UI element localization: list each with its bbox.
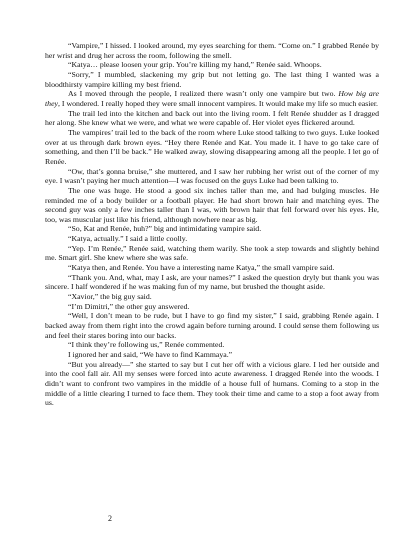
paragraph-text: “Katya, actually.” I said a little coolly.	[68, 234, 188, 244]
paragraph	[45, 302, 379, 312]
page-number: 2	[108, 514, 112, 523]
paragraph-text: As I moved through the people, I realized there wasn’t only one vampire but two.	[68, 89, 339, 99]
paragraph	[45, 89, 379, 108]
paragraph-text: “Well, I don’t mean to be rude, but I have to go find my sister,” I said, grabbing Renée again. I backed away from them right into the crowd again before turning around. I could sense them following us and feel their stares boring into our backs.	[45, 311, 379, 340]
paragraph	[45, 340, 379, 350]
paragraph-text: “Sorry,” I mumbled, slackening my grip but not letting go. The last thing I wanted was a bloodthirsty vampire killing my best friend.	[45, 69, 379, 89]
paragraph-text: I ignored her and said, “We have to find Kammaya.”	[68, 350, 233, 359]
paragraph	[45, 244, 379, 263]
paragraph	[45, 263, 379, 273]
paragraph	[45, 350, 379, 360]
paragraph-text: “Vampire,” I hissed. I looked around, my eyes searching for them. “Come on.” I grabbed Renée by her wrist and drug her across the room, following the smell.	[45, 41, 379, 60]
paragraph	[45, 273, 379, 292]
paragraph-text: “Xavior,” the big guy said.	[68, 292, 152, 302]
paragraph-text: “Katya… please loosen your grip. You’re killing my hand,” Renée said. Whoops.	[68, 60, 322, 70]
paragraph	[45, 234, 379, 244]
paragraph-text: “Yep. I’m Renée,” Renée said, watching them warily. She took a step towards and slightly behind me. Smart girl. She knew where she was safe.	[45, 243, 379, 263]
paragraph-text: “Katya then, and Renée. You have a interesting name Katya,” the small vampire said.	[68, 263, 335, 273]
paragraph	[45, 360, 379, 408]
paragraph-text: “So, Kat and Renée, huh?” big and intimidating vampire said.	[68, 224, 262, 234]
paragraph	[45, 167, 379, 186]
paragraph	[45, 128, 379, 167]
paragraph-text: “But you already—” she started to say but I cut her off with a vicious glare. I led her outside and into the cool fall air. All my senses were forced into acute awareness. I dragged Renée into the woods. I didn’t want to confront two vampires in the middle of a house full of humans. Coming to a stop in the middle of a little clearing I turned to face them. They took their time and came to a stop a foot away from us.	[45, 359, 379, 408]
paragraph	[45, 311, 379, 340]
paragraph	[45, 186, 379, 225]
body-text	[45, 41, 379, 408]
paragraph-text: The trail led into the kitchen and back out into the living room. I felt Renée shudder as I dragged her along. She knew what we were, and what we were capable of. Her violet eyes flickered around.	[45, 108, 379, 128]
paragraph-text: “Thank you. And, what, may I ask, are your names?” I asked the question dryly but thank you was sincere. I half wondered if he was making fun of my name, but brushed the thought aside.	[45, 272, 379, 292]
italic-text: How big are they	[45, 89, 380, 108]
paragraph	[45, 292, 379, 302]
paragraph	[45, 224, 379, 234]
paragraph	[45, 60, 379, 70]
paragraph	[45, 41, 379, 60]
paragraph-text: “Ow, that’s gonna bruise,” she muttered, and I saw her rubbing her wrist out of the corner of my eye. I wasn’t paying her much attention—I was focused on the guys Luke had been talking to.	[45, 166, 379, 186]
paragraph	[45, 70, 379, 89]
paragraph-text: “I think they’re following us,” Renée commented.	[68, 340, 225, 350]
paragraph-text: , I wondered. I really hoped they were small innocent vampires. It would make my life so much easier.	[58, 98, 379, 108]
paragraph-text: “I’m Dimitri,” the other guy answered.	[68, 301, 190, 311]
paragraph	[45, 109, 379, 128]
paragraph-text: The vampires’ trail led to the back of the room where Luke stood talking to two guys. Luke looked over at us through dark brown eyes. “Hey there Renée and Kat. You made it. I have to go take care of something, and then I’ll be back.” He walked away, slowing disappearing among all the people. I let go of Renée.	[45, 127, 379, 166]
paragraph-text: The one was huge. He stood a good six inches taller than me, and had bulging muscles. He reminded me of a body builder or a football player. He had short brown hair and matching eyes. The second guy was only a few inches taller than I was, with brown hair that fell forward over his eyes. He, too, was muscular just like his friend, although nowhere near as big.	[45, 185, 379, 224]
